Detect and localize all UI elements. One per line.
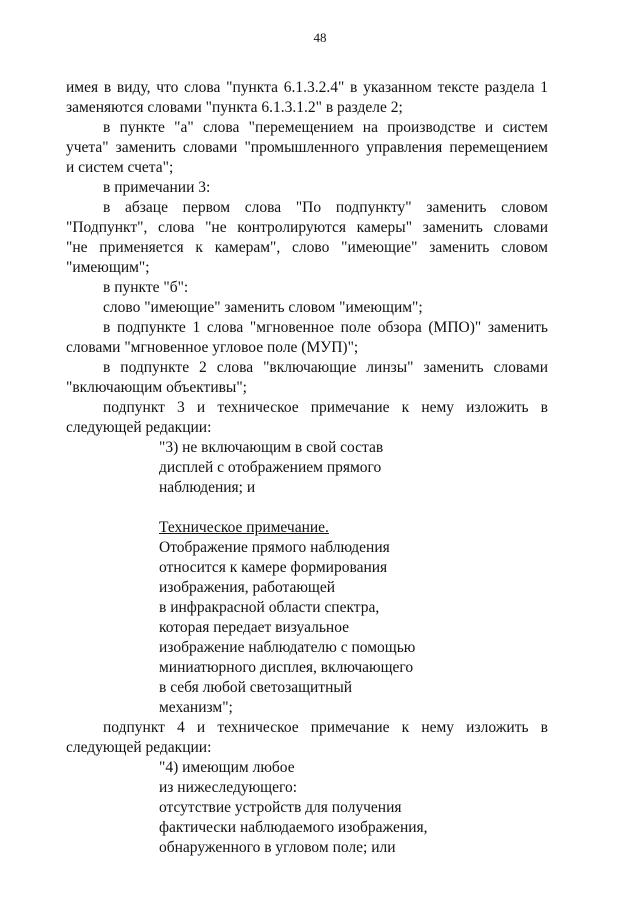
page-number: 48 xyxy=(313,30,327,45)
text-line: "3) не включающим в свой состав xyxy=(159,439,384,456)
text-line: в подпункте 1 слова "мгновенное поле обзора (МПО)" заменить xyxy=(103,319,548,336)
text-line: "имеющим"; xyxy=(66,259,150,276)
text-line: в подпункте 2 слова "включающие линзы" заменить словами xyxy=(103,359,548,376)
text-line: "4) имеющим любое xyxy=(159,759,295,776)
text-line: изображения, работающей xyxy=(159,579,336,596)
text-line: изображение наблюдателю с помощью xyxy=(159,639,416,656)
document-body xyxy=(66,78,548,858)
blank-line xyxy=(66,498,548,518)
text-line: фактически наблюдаемого изображения, xyxy=(159,819,428,836)
text-line: следующей редакции: xyxy=(66,419,212,436)
text-line: подпункт 3 и техническое примечание к нему изложить в xyxy=(103,399,548,416)
text-line: и систем счета"; xyxy=(66,159,174,176)
text-line: "Подпункт", слова "не контролируются камеры" заменить словами xyxy=(66,219,548,236)
text-line: относится к камере формирования xyxy=(159,559,388,576)
text-line: словами "мгновенное угловое поле (МУП)"; xyxy=(66,339,359,356)
text-line: слово "имеющие" заменить словом "имеющим"; xyxy=(103,299,423,316)
text-line: механизм"; xyxy=(159,699,233,716)
text-line: Отображение прямого наблюдения xyxy=(159,539,390,556)
text-line: дисплей с отображением прямого xyxy=(159,459,382,476)
text-line: подпункт 4 и техническое примечание к нему изложить в xyxy=(103,719,548,736)
text-line: "включающим объективы"; xyxy=(66,379,247,396)
text-line: заменяются словами "пункта 6.1.3.1.2" в разделе 2; xyxy=(66,99,403,116)
text-line: учета" заменить словами "промышленного управления перемещением xyxy=(66,139,548,156)
text-line: "не применяется к камерам", слово "имеющие" заменить словом xyxy=(66,239,548,256)
text-line: которая передает визуальное xyxy=(159,619,350,636)
text-line: в себя любой светозащитный xyxy=(159,679,353,696)
text-line: имея в виду, что слова "пункта 6.1.3.2.4" в указанном тексте раздела 1 xyxy=(66,79,548,96)
text-line: наблюдения; и xyxy=(159,479,256,496)
text-line: в абзаце первом слова "По подпункту" заменить словом xyxy=(103,199,548,216)
text-line: в пункте "б": xyxy=(103,279,189,296)
text-line: в пункте "а" слова "перемещением на производстве и систем xyxy=(103,119,548,136)
text-line: миниатюрного дисплея, включающего xyxy=(159,659,414,676)
text-line: в примечании 3: xyxy=(103,179,211,196)
text-line: обнаруженного в угловом поле; или xyxy=(159,839,396,856)
text-line: в инфракрасной области спектра, xyxy=(159,599,380,616)
text-line: Техническое примечание. xyxy=(159,519,329,536)
text-line: следующей редакции: xyxy=(66,739,212,756)
text-line: отсутствие устройств для получения xyxy=(159,799,402,816)
text-line: из нижеследующего: xyxy=(159,779,298,796)
